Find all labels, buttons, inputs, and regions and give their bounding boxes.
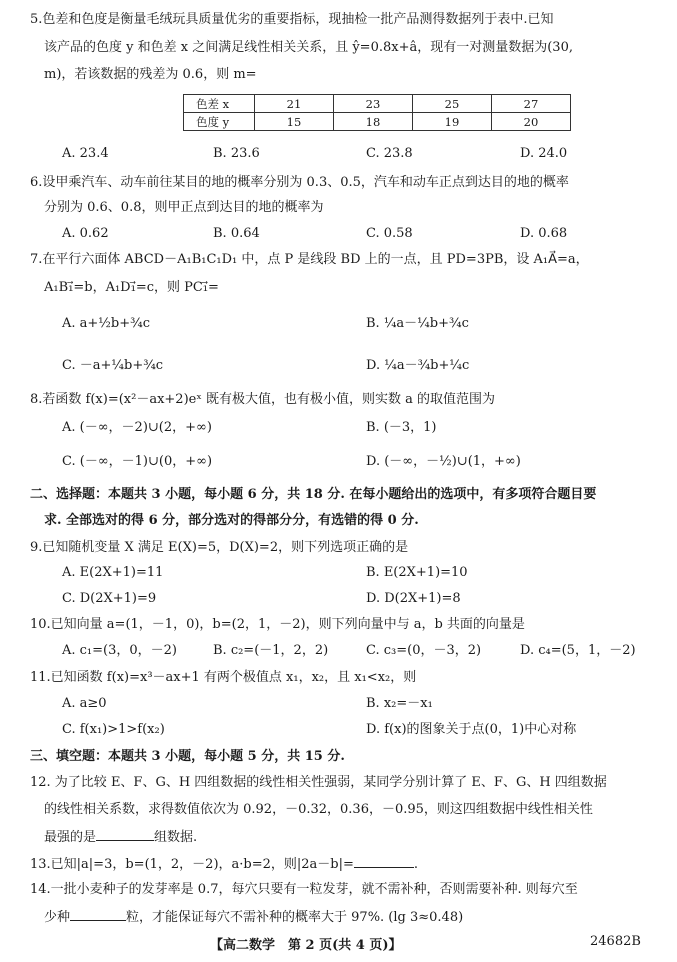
footer-exam-code: 24682B: [590, 934, 641, 949]
table-cell: 20: [492, 113, 571, 131]
section2-heading-line2: 求. 全部选对的得 6 分，部分选对的得部分分，有选错的得 0 分.: [44, 513, 419, 528]
q11-option-c: C. f(x₁)>1>f(x₂): [62, 722, 165, 737]
q7-line2: A₁B₁⃗=b，A₁D₁⃗=c，则 PC₁⃗=: [44, 280, 219, 295]
q13-answer-blank[interactable]: [354, 853, 414, 868]
q10-line1: 10.已知向量 a=(1，－1，0)，b=(2，1，－2)，则下列向量中与 a，b 共面的向量是: [30, 617, 525, 632]
q9-option-b: B. E(2X+1)=10: [366, 565, 468, 580]
q9-option-c: C. D(2X+1)=9: [62, 591, 157, 606]
table-cell: 18: [334, 113, 413, 131]
q5-data-table: [183, 94, 571, 131]
q9-option-a: A. E(2X+1)=11: [62, 565, 164, 580]
q14-line1: 14.一批小麦种子的发芽率是 0.7，每穴只要有一粒发芽，就不需补种，否则需要补种. 则每穴至: [30, 882, 578, 897]
table-row-label: 色度 y: [184, 113, 255, 131]
footer-page-info: 【高二数学 第 2 页(共 4 页)】: [210, 938, 402, 953]
q12-line3-suffix: 组数据.: [154, 830, 198, 845]
q14-line2-prefix: 少种: [44, 910, 71, 925]
q5-option-c: C. 23.8: [366, 146, 413, 161]
q6-option-d: D. 0.68: [520, 226, 568, 241]
q11-option-a: A. a≥0: [62, 696, 107, 711]
q14-line2: [44, 906, 463, 928]
table-cell: 27: [492, 95, 571, 113]
table-cell: 25: [413, 95, 492, 113]
q8-option-d: D. (－∞，－½)∪(1，+∞): [366, 454, 521, 469]
q8-option-a: A. (－∞，－2)∪(2，+∞): [62, 420, 212, 435]
q6-line2: 分别为 0.6、0.8，则甲正点到达目的地的概率为: [44, 200, 324, 215]
table-row: [184, 113, 571, 131]
q5-line2: 该产品的色度 y 和色差 x 之间满足线性相关关系，且 ŷ=0.8x+â，现有一对测量数据为(30,: [44, 40, 573, 55]
q7-option-b: B. ¼a－¼b+¾c: [366, 316, 469, 331]
q10-option-b: B. c₂=(－1，2，2): [213, 643, 329, 658]
q6-line1: 6.设甲乘汽车、动车前往某目的地的概率分别为 0.3、0.5，汽车和动车正点到达目的地的概率: [30, 175, 569, 190]
table-row-label: 色差 x: [184, 95, 255, 113]
q7-option-c: C. －a+¼b+¾c: [62, 358, 164, 373]
q10-option-d: D. c₄=(5，1，－2): [520, 643, 636, 658]
q12-answer-blank[interactable]: [96, 826, 154, 841]
q6-option-a: A. 0.62: [62, 226, 109, 241]
q13-line1: [30, 853, 418, 875]
page-footer: [0, 934, 677, 954]
table-cell: 23: [334, 95, 413, 113]
q13-period: .: [413, 857, 419, 872]
section2-heading-line1: 二、选择题：本题共 3 小题，每小题 6 分，共 18 分. 在每小题给出的选项中，有多项符合题目要: [30, 487, 597, 502]
q12-line3-prefix: 最强的是: [44, 830, 97, 845]
q11-option-d: D. f(x)的图象关于点(0，1)中心对称: [366, 722, 577, 737]
table-cell: 21: [255, 95, 334, 113]
q5-option-d: D. 24.0: [520, 146, 568, 161]
q11-option-b: B. x₂=－x₁: [366, 696, 433, 711]
q10-option-c: C. c₃=(0，－3，2): [366, 643, 482, 658]
q10-option-a: A. c₁=(3，0，－2): [62, 643, 177, 658]
q5-line3: m)，若该数据的残差为 0.6，则 m=: [44, 67, 257, 82]
q6-option-c: C. 0.58: [366, 226, 413, 241]
section3-heading: 三、填空题：本题共 3 小题，每小题 5 分，共 15 分.: [30, 749, 345, 764]
q12-line2: 的线性相关系数，求得数值依次为 0.92，－0.32，0.36，－0.95，则这四组数据中线性相关性: [44, 802, 593, 817]
q9-line1: 9.已知随机变量 X 满足 E(X)=5，D(X)=2，则下列选项正确的是: [30, 540, 409, 555]
table-cell: 19: [413, 113, 492, 131]
q14-line2-suffix: 粒，才能保证每穴不需补种的概率大于 97%. (lg 3≈0.48): [126, 910, 464, 925]
q5-line1: 5.色差和色度是衡量毛绒玩具质量优劣的重要指标，现抽检一批产品测得数据列于表中.已知: [30, 12, 554, 27]
q5-option-b: B. 23.6: [213, 146, 260, 161]
q7-option-d: D. ¼a－¾b+¼c: [366, 358, 470, 373]
table-cell: 15: [255, 113, 334, 131]
q9-option-d: D. D(2X+1)=8: [366, 591, 461, 606]
table-row: [184, 95, 571, 113]
q8-option-b: B. (－3，1): [366, 420, 437, 435]
q7-line1: 7.在平行六面体 ABCD－A₁B₁C₁D₁ 中，点 P 是线段 BD 上的一点，且 PD=3PB，设 A₁A⃗=a，: [30, 252, 589, 267]
q13-text: 13.已知|a|=3，b=(1，2，－2)，a·b=2，则|2a－b|=: [30, 857, 354, 872]
q11-line1: 11.已知函数 f(x)=x³－ax+1 有两个极值点 x₁，x₂，且 x₁<x₂，则: [30, 670, 417, 685]
q8-option-c: C. (－∞，－1)∪(0，+∞): [62, 454, 213, 469]
q14-answer-blank[interactable]: [70, 906, 126, 921]
q5-option-a: A. 23.4: [62, 146, 109, 161]
q8-line1: 8.若函数 f(x)=(x²－ax+2)eˣ 既有极大值，也有极小值，则实数 a 的取值范围为: [30, 392, 495, 407]
q6-option-b: B. 0.64: [213, 226, 260, 241]
q12-line1: 12. 为了比较 E、F、G、H 四组数据的线性相关性强弱，某同学分别计算了 E、F、G、H 四组数据: [30, 775, 607, 790]
q12-line3: [44, 826, 197, 848]
q7-option-a: A. a+½b+¾c: [62, 316, 150, 331]
